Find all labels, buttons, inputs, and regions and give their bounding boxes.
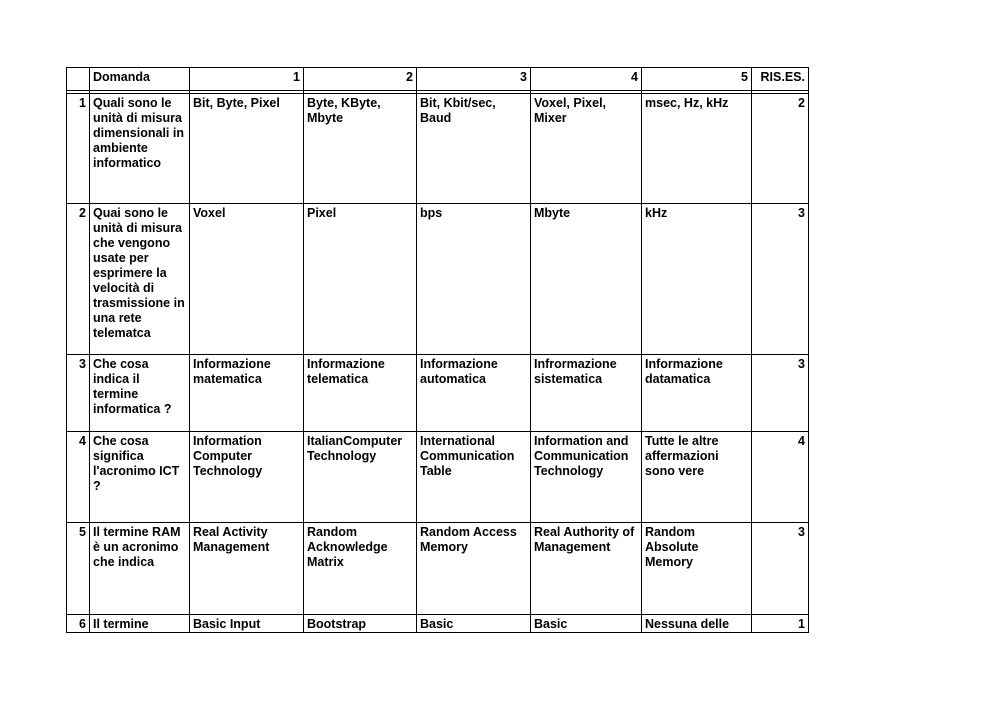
row-number-cell: 1: [67, 94, 90, 204]
answer-cell: 3: [752, 204, 809, 355]
question-cell: Il termine: [90, 615, 190, 633]
header-option-5-cell: 5: [642, 68, 752, 91]
header-option-1-cell: 1: [190, 68, 304, 91]
answer-cell: 2: [752, 94, 809, 204]
option-1-cell: Informazione matematica: [190, 355, 304, 432]
option-2-cell: ItalianComputer Technology: [304, 432, 417, 523]
row-number-cell: 2: [67, 204, 90, 355]
table-row: [67, 355, 809, 432]
option-1-cell: Real Activity Management: [190, 523, 304, 615]
question-cell: Quai sono le unità di misura che vengono usate per esprimere la velocità di trasmissione in una rete telematca: [90, 204, 190, 355]
answer-cell: 1: [752, 615, 809, 633]
option-5-cell: kHz: [642, 204, 752, 355]
option-1-cell: Information Computer Technology: [190, 432, 304, 523]
table-row: [67, 523, 809, 615]
option-5-cell: msec, Hz, kHz: [642, 94, 752, 204]
option-2-cell: Informazione telematica: [304, 355, 417, 432]
table-row: [67, 204, 809, 355]
option-4-cell: Mbyte: [531, 204, 642, 355]
row-number-cell: 6: [67, 615, 90, 633]
option-4-cell: Basic: [531, 615, 642, 633]
option-5-cell: Nessuna delle: [642, 615, 752, 633]
option-4-cell: Real Authority of Management: [531, 523, 642, 615]
header-option-4-cell: 4: [531, 68, 642, 91]
table-row: [67, 432, 809, 523]
option-3-cell: Informazione automatica: [417, 355, 531, 432]
option-1-cell: Voxel: [190, 204, 304, 355]
header-num-cell: [67, 68, 90, 91]
option-2-cell: Pixel: [304, 204, 417, 355]
answer-cell: 4: [752, 432, 809, 523]
question-cell: Quali sono le unità di misura dimensionali in ambiente informatico: [90, 94, 190, 204]
option-4-cell: Infrormazione sistematica: [531, 355, 642, 432]
option-4-cell: Voxel, Pixel, Mixer: [531, 94, 642, 204]
option-3-cell: Bit, Kbit/sec, Baud: [417, 94, 531, 204]
option-3-cell: Basic: [417, 615, 531, 633]
answer-cell: 3: [752, 523, 809, 615]
row-number-cell: 4: [67, 432, 90, 523]
quiz-table: [66, 67, 809, 633]
option-2-cell: Random Acknowledge Matrix: [304, 523, 417, 615]
option-3-cell: Random Access Memory: [417, 523, 531, 615]
option-1-cell: Basic Input: [190, 615, 304, 633]
option-4-cell: Information and Communication Technology: [531, 432, 642, 523]
table-row: [67, 615, 809, 633]
option-3-cell: International Communication Table: [417, 432, 531, 523]
option-5-cell: Random Absolute Memory: [642, 523, 752, 615]
row-number-cell: 3: [67, 355, 90, 432]
header-answer-cell: RIS.ES.: [752, 68, 809, 91]
option-1-cell: Bit, Byte, Pixel: [190, 94, 304, 204]
question-cell: Che cosa indica il termine informatica ?: [90, 355, 190, 432]
header-option-2-cell: 2: [304, 68, 417, 91]
option-5-cell: Informazione datamatica: [642, 355, 752, 432]
option-5-cell: Tutte le altre affermazioni sono vere: [642, 432, 752, 523]
option-2-cell: Bootstrap: [304, 615, 417, 633]
question-cell: Che cosa significa l'acronimo ICT ?: [90, 432, 190, 523]
option-3-cell: bps: [417, 204, 531, 355]
header-question-cell: Domanda: [90, 68, 190, 91]
row-number-cell: 5: [67, 523, 90, 615]
header-row: [67, 68, 809, 91]
table-row: [67, 94, 809, 204]
header-option-3-cell: 3: [417, 68, 531, 91]
answer-cell: 3: [752, 355, 809, 432]
question-cell: Il termine RAM è un acronimo che indica: [90, 523, 190, 615]
option-2-cell: Byte, KByte, Mbyte: [304, 94, 417, 204]
